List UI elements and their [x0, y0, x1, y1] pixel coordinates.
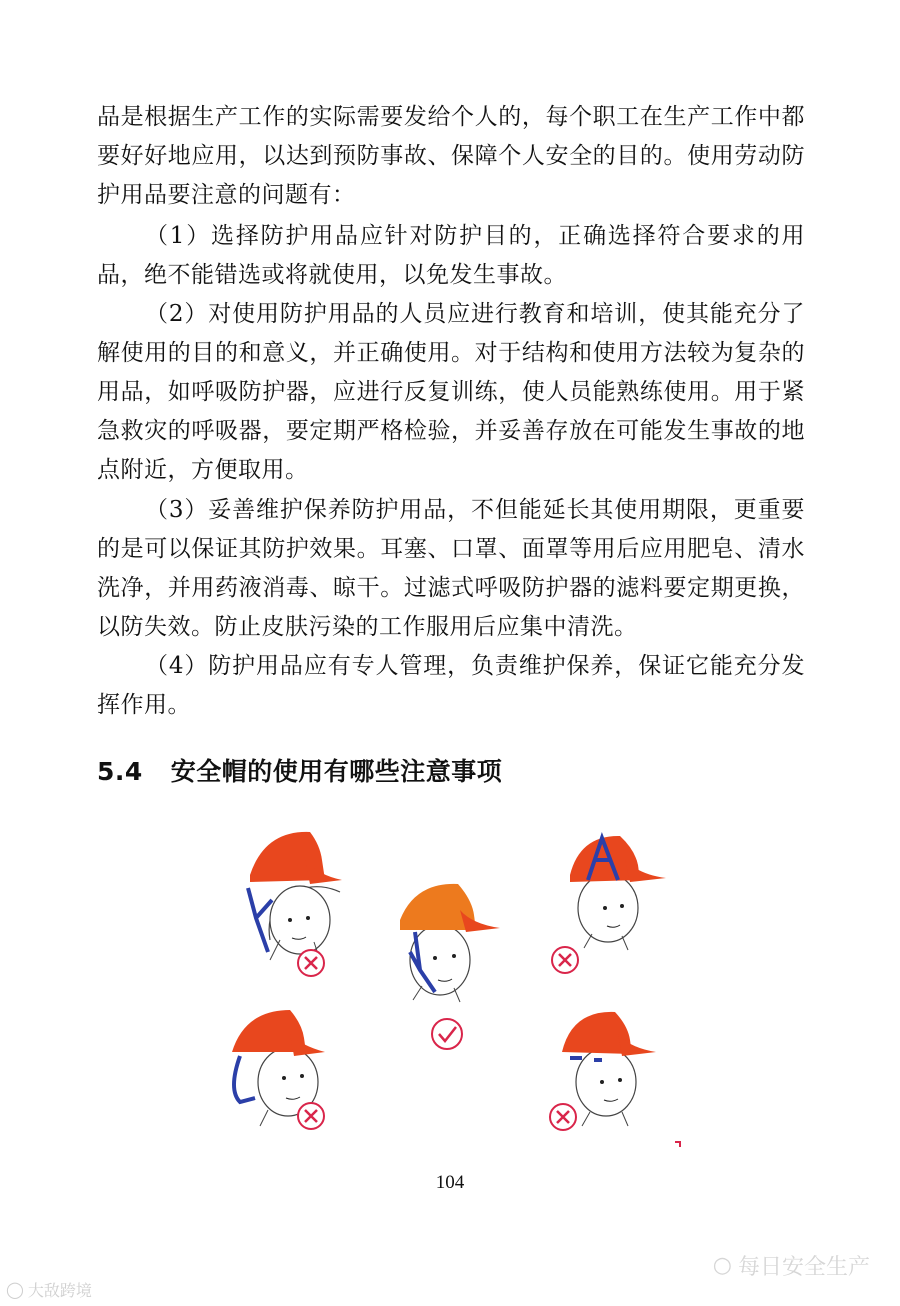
- paragraph-intro: 品是根据生产工作的实际需要发给个人的，每个职工在生产工作中都要好好地应用，以达到预防事故、保障个人安全的目的。使用劳动防护用品要注意的问题有：: [97, 104, 805, 208]
- section-title: 安全帽的使用有哪些注意事项: [170, 757, 503, 786]
- helmet-panel-bottom-left: [232, 1010, 325, 1129]
- paragraph-item-4: （4）防护用品应有专人管理，负责维护保养，保证它能充分发挥作用。: [97, 653, 805, 718]
- section-heading: [97, 752, 502, 788]
- helmet-panel-bottom-right: [550, 1012, 656, 1130]
- helmet-panel-top-right: [552, 836, 666, 973]
- watermark-source-label: 大敌跨境: [27, 1281, 92, 1300]
- chat-bubble-icon: ◯: [6, 1280, 24, 1299]
- section-number: 5.4: [97, 757, 143, 786]
- check-icon: [432, 1019, 462, 1049]
- paragraph-item-2: （2）对使用防护用品的人员应进行教育和培训，使其能充分了解使用的目的和意义，并正确使用。对于结构和使用方法较为复杂的用品，如呼吸防护器，应进行反复训练，使人员能熟练使用。用于紧急救灾的呼吸器，要定期严格检验，并妥善存放在可能发生事故的地点附近，方便取用。: [97, 301, 805, 483]
- helmet-panel-center: [400, 884, 500, 1049]
- wechat-icon: ○: [712, 1253, 732, 1278]
- watermark-account: [713, 1250, 870, 1281]
- paragraph-item-1: （1）选择防护用品应针对防护目的，正确选择符合要求的用品，绝不能错选或将就使用，以免发生事故。: [97, 223, 805, 288]
- corner-mark: [675, 1142, 680, 1147]
- helmet-panel-top-left: [248, 832, 342, 976]
- helmet-usage-illustration: [210, 820, 690, 1160]
- watermark-account-label: 每日安全生产: [737, 1255, 870, 1280]
- watermark-source: [6, 1278, 92, 1301]
- paragraph-item-3: （3）妥善维护保养防护用品，不但能延长其使用期限，更重要的是可以保证其防护效果。耳塞、口罩、面罩等用后应用肥皂、清水洗净，并用药液消毒、晾干。过滤式呼吸防护器的滤料要定期更换，以防失效。防止皮肤污染的工作服用后应集中清洗。: [97, 497, 805, 640]
- page-number: 104: [435, 1172, 465, 1193]
